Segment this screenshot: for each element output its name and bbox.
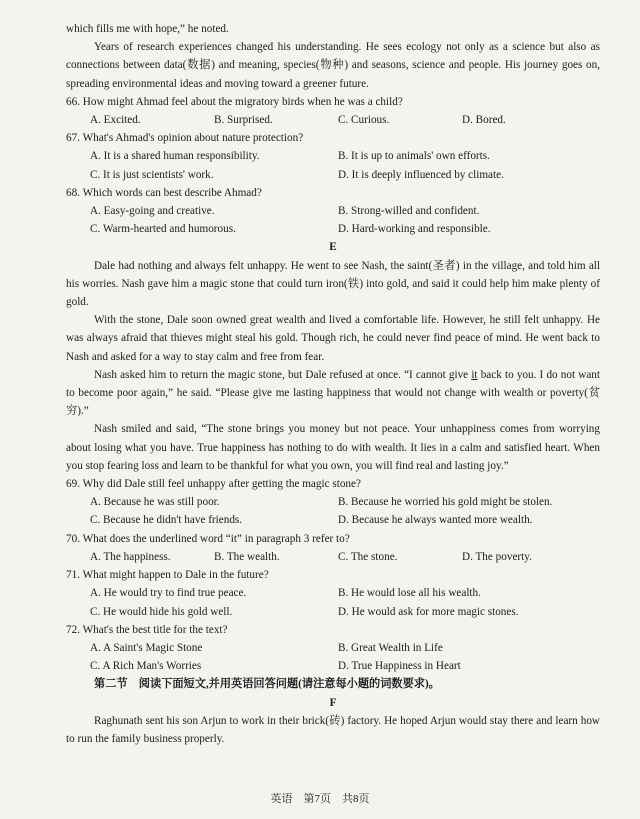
question-68-stem: 68. Which words can best describe Ahmad? [66, 186, 262, 199]
option-b[interactable]: B. It is up to animals' own efforts. [338, 150, 490, 163]
option-b[interactable]: B. Strong-willed and confident. [338, 205, 480, 218]
question-71-options-row-1 [66, 584, 600, 602]
question-72-options-row-1 [66, 639, 600, 657]
option-c[interactable]: C. Warm-hearted and humorous. [90, 223, 236, 236]
passage-f-paragraph-1: Raghunath sent his son Arjun to work in their brick(砖) factory. He hoped Arjun would stay there and learn how to run the family business properly. [66, 714, 600, 745]
question-72-stem: 72. What's the best title for the text? [66, 623, 228, 636]
option-b[interactable]: B. Surprised. [214, 114, 273, 127]
passage-e-paragraph-3 [66, 366, 600, 421]
option-b[interactable]: B. He would lose all his wealth. [338, 587, 481, 600]
question-67-options-row-2 [66, 166, 600, 184]
question-67-options-row-1 [66, 147, 600, 165]
question-69-stem: 69. Why did Dale still feel unhappy after getting the magic stone? [66, 478, 361, 491]
option-a[interactable]: A. A Saint's Magic Stone [90, 641, 203, 654]
option-c[interactable]: C. It is just scientists' work. [90, 168, 214, 181]
paragraph-3-text-before: Nash asked him to return the magic stone, but Dale refused at once. “I cannot give [94, 368, 472, 381]
question-68-options-row-1 [66, 202, 600, 220]
option-c[interactable]: C. He would hide his gold well. [90, 605, 233, 618]
option-c[interactable]: C. A Rich Man's Worries [90, 660, 202, 673]
option-b[interactable]: B. Because he worried his gold might be stolen. [338, 496, 553, 509]
option-c[interactable]: C. Because he didn't have friends. [90, 514, 243, 527]
option-c[interactable]: C. The stone. [338, 550, 398, 563]
option-a[interactable]: A. It is a shared human responsibility. [90, 150, 260, 163]
option-a[interactable]: A. Excited. [90, 114, 141, 127]
question-72-options-row-2 [66, 657, 600, 675]
passage-e-paragraph-4: Nash smiled and said, “The stone brings you money but not peace. Your unhappiness comes from worrying about losing what you have. True happiness has nothing to do with wealth. It lies in a calm and satisfied heart. When you stop fearing loss and learn to be thankful for what you own, you will find real and lasting joy.” [66, 423, 600, 472]
passage-d-closing-line: which fills me with hope,” he noted. [66, 23, 229, 35]
passage-e-paragraph-1: Dale had nothing and always felt unhappy. He went to see Nash, the saint(圣者) in the village, and told him all his worries. Nash gave him a magic stone that could turn iron(铁) into gold, and said it could help him make plenty of gold. [66, 259, 600, 309]
section-2-heading: 第二节 阅读下面短文,并用英语回答问题(请注意每小题的词数要求)。 [94, 678, 440, 691]
option-a[interactable]: A. Easy-going and creative. [90, 205, 215, 218]
passage-e-paragraph-2: With the stone, Dale soon owned great wealth and lived a comfortable life. However, he still felt unhappy. He was always afraid that thieves might steal his gold. Though rich, he could never find peace of mind. He went back to Nash and asked for a way to stay calm and free from fear. [66, 314, 600, 363]
option-d[interactable]: D. He would ask for more magic stones. [338, 605, 519, 618]
question-71-options-row-2 [66, 603, 600, 621]
question-68-options-row-2 [66, 220, 600, 238]
question-69-options-row-1 [66, 493, 600, 511]
option-b[interactable]: B. Great Wealth in Life [338, 641, 443, 654]
passage-e-letter: E [329, 241, 337, 254]
option-a[interactable]: A. Because he was still poor. [90, 496, 220, 509]
option-d[interactable]: D. It is deeply influenced by climate. [338, 168, 504, 181]
question-66-stem: 66. How might Ahmad feel about the migratory birds when he was a child? [66, 95, 403, 108]
question-66-options [66, 111, 600, 129]
question-71-stem: 71. What might happen to Dale in the future? [66, 569, 269, 582]
page-footer: 英语 第7页 共8页 [270, 793, 370, 805]
question-69-options-row-2 [66, 511, 600, 529]
underlined-word-it: it [471, 368, 478, 381]
question-70-options [66, 548, 600, 566]
option-d[interactable]: D. Bored. [462, 114, 506, 127]
option-c[interactable]: C. Curious. [338, 114, 390, 127]
passage-f-letter: F [329, 696, 337, 709]
option-d[interactable]: D. Hard-working and responsible. [338, 223, 491, 236]
option-a[interactable]: A. He would try to find true peace. [90, 587, 247, 600]
passage-d-last-paragraph: Years of research experiences changed his understanding. He sees ecology not only as a science but also as connections between data(数据) and meaning, species(物种) and seasons, science and people. His journey goes on, spreading environmental ideas and moving toward a greener future. [66, 41, 600, 90]
option-d[interactable]: D. The poverty. [462, 550, 532, 563]
option-d[interactable]: D. True Happiness in Heart [338, 660, 461, 673]
question-67-stem: 67. What's Ahmad's opinion about nature protection? [66, 132, 304, 145]
option-d[interactable]: D. Because he always wanted more wealth. [338, 514, 533, 527]
paragraph-3-text-after: back to you. I do not want to become poor again,” he said. “Please give me lasting happiness that would not change with wealth or poverty(贫穷).” [66, 368, 600, 418]
option-b[interactable]: B. The wealth. [214, 550, 280, 563]
option-a[interactable]: A. The happiness. [90, 550, 171, 563]
question-70-stem: 70. What does the underlined word “it” in paragraph 3 refer to? [66, 532, 350, 545]
